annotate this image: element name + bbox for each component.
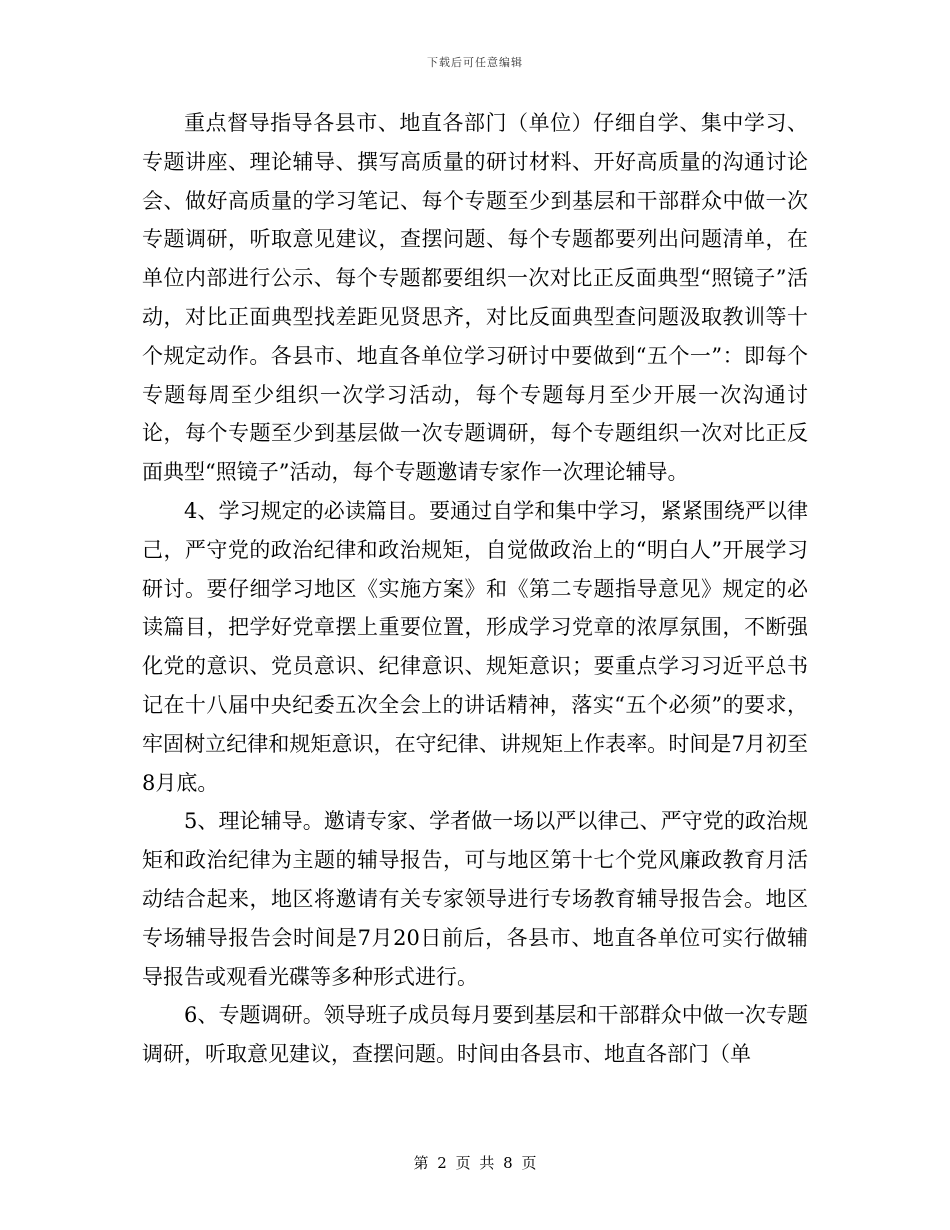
page-header: 下载后可任意编辑 (427, 56, 523, 69)
paragraph-special-research: 6、专题调研。领导班子成员每月要到基层和干部群众中做一次专题调研，听取意见建议，查摆问题。时间由各县市、地直各部门（单 (142, 1003, 808, 1067)
paragraph-theory-guidance: 5、理论辅导。邀请专家、学者做一场以严以律己、严守党的政治规矩和政治纪律为主题的辅导报告，可与地区第十七个党风廉政教育月活动结合起来，地区将邀请有关专家领导进行专场教育辅导报告会。地区专场辅导报告会时间是7月20日前后，各县市、地直各单位可实行做辅导报告或观看光碟等多种形式进行。 (142, 809, 808, 989)
paragraph-required-reading: 4、学习规定的必读篇目。要通过自学和集中学习，紧紧围绕严以律己，严守党的政治纪律和政治规矩，自觉做政治上的“明白人”开展学习研讨。要仔细学习地区《实施方案》和《第二专题指导意见》规定的必读篇目，把学好党章摆上重要位置，形成学习党章的浓厚氛围，不断强化党的意识、党员意识、纪律意识、规矩意识；要重点学习习近平总书记在十八届中央纪委五次全会上的讲话精神，落实“五个必须”的要求，牢固树立纪律和规矩意识，在守纪律、讲规矩上作表率。时间是7月初至8月底。 (142, 498, 808, 795)
document-body (142, 104, 808, 1074)
paragraph-supervision: 重点督导指导各县市、地直各部门（单位）仔细自学、集中学习、专题讲座、理论辅导、撰写高质量的研讨材料、开好高质量的沟通讨论会、做好高质量的学习笔记、每个专题至少到基层和干部群众中做一次专题调研，听取意见建议，查摆问题、每个专题都要列出问题清单，在单位内部进行公示、每个专题都要组织一次对比正反面典型“照镜子”活动，对比正面典型找差距见贤思齐，对比反面典型查问题汲取教训等十个规定动作。各县市、地直各单位学习研讨中要做到“五个一”：即每个专题每周至少组织一次学习活动，每个专题每月至少开展一次沟通讨论，每个专题至少到基层做一次专题调研，每个专题组织一次对比正反面典型“照镜子”活动，每个专题邀请专家作一次理论辅导。 (142, 111, 808, 485)
page-footer: 第 2 页 共 8 页 (413, 1154, 537, 1172)
